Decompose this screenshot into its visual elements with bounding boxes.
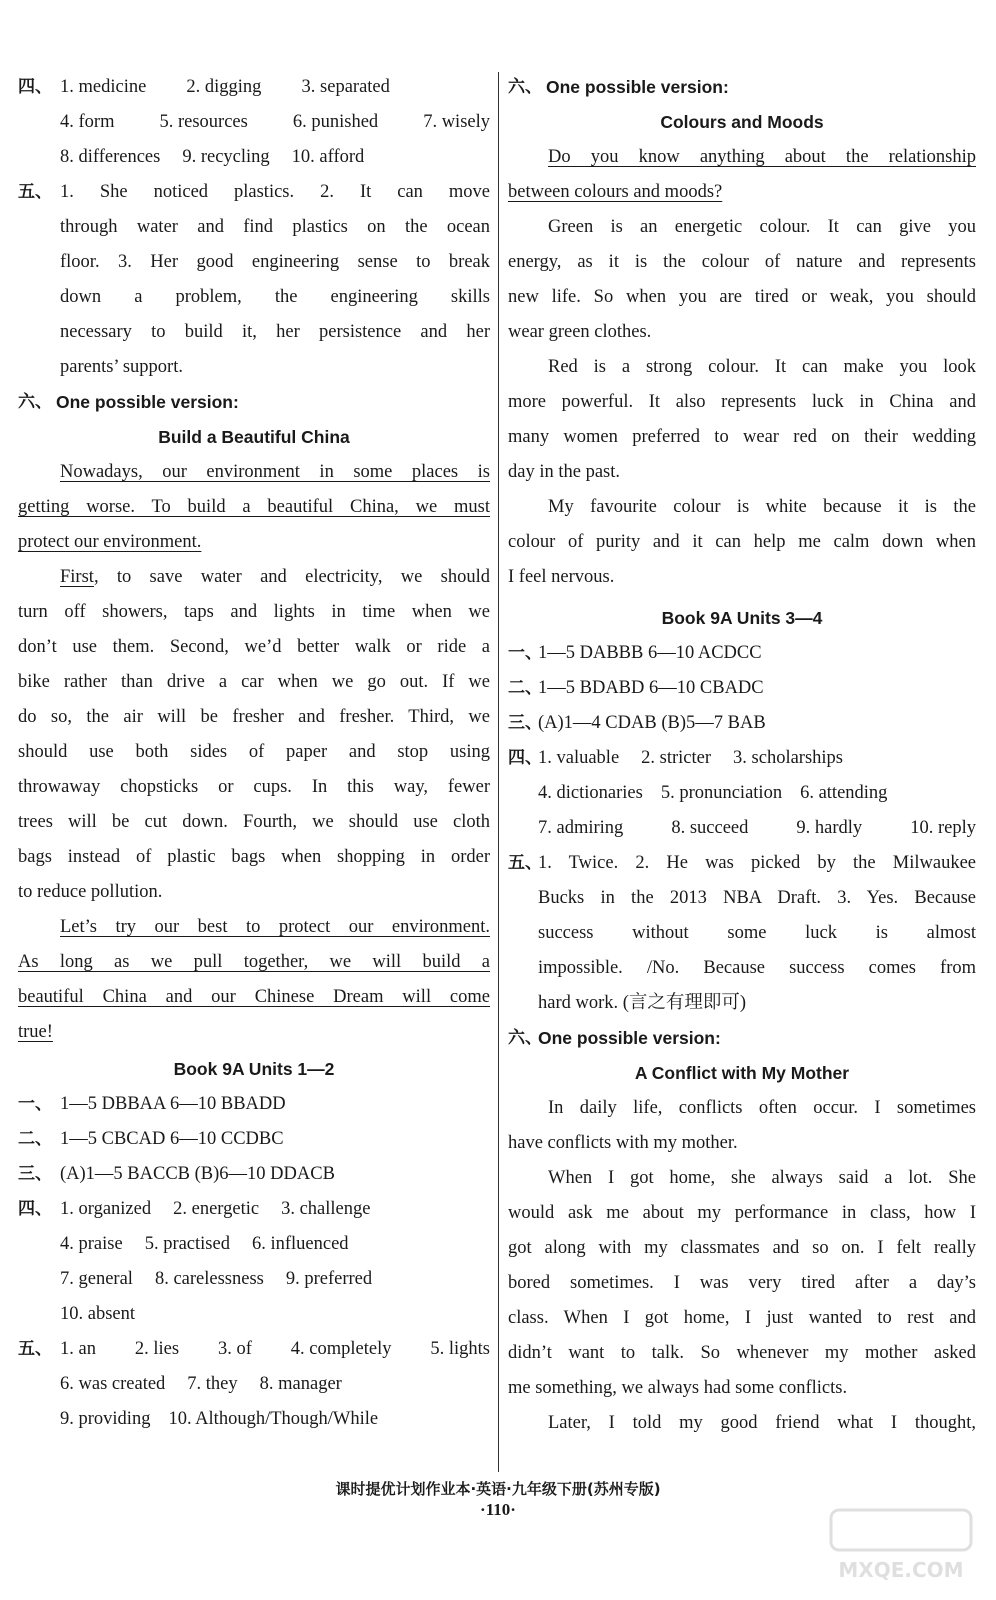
text-line: Later, I told my good friend what I thought, <box>548 1413 976 1433</box>
text-line: trees will be cut down. Fourth, we should use cloth <box>18 812 490 832</box>
section-label: 六、 <box>18 392 52 412</box>
text-line: Bucks in the 2013 NBA Draft. 3. Yes. Because <box>538 888 976 908</box>
answer-text: 1—5 CBCAD 6—10 CCDBC <box>60 1129 284 1149</box>
section-label: 四、 <box>18 1199 52 1219</box>
section-label: 四、 <box>18 77 52 97</box>
answer: 5. pronunciation <box>660 783 783 803</box>
answer: 8. carelessness <box>154 1269 264 1289</box>
text-line: would ask me about my performance in class, how I <box>508 1203 976 1223</box>
answer: 2. digging <box>186 77 262 97</box>
answer: 4. completely <box>290 1339 392 1359</box>
text-line: 1. She noticed plastics. 2. It can move <box>60 182 490 202</box>
text-line: should use both sides of paper and stop using <box>18 742 490 762</box>
answer-text: (A)1—5 BACCB (B)6—10 DDACB <box>60 1164 335 1184</box>
answer: 6. was created <box>60 1374 166 1394</box>
answer: 1. medicine <box>60 77 147 97</box>
section-4 <box>18 70 490 175</box>
answer: 2. lies <box>134 1339 180 1359</box>
section-heading: One possible version: <box>56 392 239 412</box>
answer: 7. they <box>187 1374 238 1394</box>
answer: 7. general <box>60 1269 133 1289</box>
text-line: throwaway chopsticks or cups. In this way, fewer <box>18 777 490 797</box>
answer: 7. admiring <box>538 818 624 838</box>
answer: 6. punished <box>292 112 379 132</box>
text-line: success without some luck is almost <box>538 923 976 943</box>
answer: 9. preferred <box>285 1269 373 1289</box>
unit-title: Book 9A Units 1—2 <box>173 1059 335 1079</box>
text-fragment: , to save water and electricity, we should <box>93 567 490 587</box>
answer: 1. valuable <box>538 748 620 768</box>
text-line: don’t use them. Second, we’d better walk or ride a <box>18 637 490 657</box>
section-label: 一、 <box>508 643 542 663</box>
answer: 10. Although/Though/While <box>168 1409 379 1429</box>
text-line: parents’ support. <box>60 357 183 377</box>
section-label: 二、 <box>508 678 542 698</box>
answer: 7. wisely <box>423 112 490 132</box>
text-line: impossible. /No. Because success comes from <box>538 958 976 978</box>
book-footer: 课时提优计划作业本·英语·九年级下册(苏州专版) <box>335 1480 661 1498</box>
essay-paragraph <box>18 455 490 490</box>
section-heading: One possible version: <box>546 77 729 97</box>
column-divider <box>498 72 499 1472</box>
answer: 5. practised <box>144 1234 230 1254</box>
watermark-text: MXQE.COM <box>838 1558 964 1582</box>
essay-title: A Conflict with My Mother <box>634 1063 850 1083</box>
section-5 <box>18 175 490 385</box>
text-line: floor. 3. Her good engineering sense to break <box>60 252 490 272</box>
text-line <box>18 560 490 595</box>
answer: 6. influenced <box>251 1234 349 1254</box>
answer-row <box>508 636 976 671</box>
section-label: 六、 <box>508 77 542 97</box>
answer: 4. dictionaries <box>538 783 643 803</box>
answer: 8. succeed <box>671 818 749 838</box>
answer: 1. organized <box>60 1199 152 1219</box>
section-label: 五、 <box>508 853 542 873</box>
answer: 3. of <box>217 1339 252 1359</box>
answer: 4. praise <box>60 1234 123 1254</box>
left-column <box>18 70 490 1437</box>
section-6-units34 <box>508 1021 976 1056</box>
answer-text: (A)1—4 CDAB (B)5—7 BAB <box>538 713 766 733</box>
answer-text: 1—5 BDABD 6—10 CBADC <box>538 678 764 698</box>
text-line: have conflicts with my mother. <box>508 1133 738 1153</box>
answer: 8. differences <box>60 147 161 167</box>
text-line: Red is a strong colour. It can make you look <box>548 357 976 377</box>
unit-title: Book 9A Units 3—4 <box>661 608 823 628</box>
text-line: down a problem, the engineering skills <box>60 287 490 307</box>
page-number: ·110· <box>480 1500 516 1519</box>
answer: 9. hardly <box>796 818 863 838</box>
right-column <box>508 70 976 1441</box>
text-line: true! <box>18 1022 53 1042</box>
section-label: 二、 <box>18 1129 52 1149</box>
answer: 2. energetic <box>173 1199 260 1219</box>
section-6-right <box>508 70 976 105</box>
watermark-logo-icon <box>826 1505 976 1585</box>
section-label: 三、 <box>508 713 542 733</box>
section-label: 一、 <box>18 1094 52 1114</box>
answer: 8. manager <box>259 1374 342 1394</box>
text-line: through water and find plastics on the ocean <box>60 217 490 237</box>
answer: 10. afford <box>291 147 365 167</box>
answer: 2. stricter <box>641 748 712 768</box>
text-line: necessary to build it, her persistence and her <box>60 322 490 342</box>
text-line: protect our environment. <box>18 532 202 552</box>
section-label: 六、 <box>508 1028 542 1048</box>
answer: 5. lights <box>430 1339 490 1359</box>
answer: 3. scholarships <box>733 748 844 768</box>
text-line: colour of purity and it can help me calm down when <box>508 532 976 552</box>
answer-row <box>508 671 976 706</box>
text-line: didn’t want to talk. So whenever my mother asked <box>508 1343 976 1363</box>
text-line-wrap <box>508 140 976 175</box>
text-line: day in the past. <box>508 462 621 482</box>
answer: 9. providing <box>60 1409 151 1429</box>
text-line: Do you know anything about the relationship <box>548 147 976 167</box>
text-line: My favourite colour is white because it is the <box>548 497 976 517</box>
text-line: wear green clothes. <box>508 322 652 342</box>
text-line: As long as we pull together, we will build a <box>18 952 490 972</box>
answer: 4. form <box>60 112 115 132</box>
section-label: 四、 <box>508 748 542 768</box>
text-line: getting worse. To build a beautiful China, we must <box>18 497 490 517</box>
section-4-units34 <box>508 741 976 846</box>
text-line: Nowadays, our environment in some places is <box>60 462 490 482</box>
section-label: 五、 <box>18 182 52 202</box>
answer: 10. absent <box>60 1304 136 1324</box>
answer: 3. separated <box>301 77 390 97</box>
text-line: new life. So when you are tired or weak, you should <box>508 287 976 307</box>
answer: 5. resources <box>159 112 248 132</box>
text-line: energy, as it is the colour of nature and represents <box>508 252 976 272</box>
essay-title: Colours and Moods <box>660 112 824 132</box>
answer: 3. challenge <box>281 1199 371 1219</box>
answer-row <box>18 1157 490 1192</box>
text-line: hard work. (言之有理即可) <box>538 993 747 1013</box>
text-line: I feel nervous. <box>508 567 615 587</box>
text-line-wrap <box>18 910 490 945</box>
section-5-units34 <box>508 846 976 1021</box>
text-line: many women preferred to wear red on their wedding <box>508 427 976 447</box>
answer: 9. recycling <box>182 147 270 167</box>
text-line: got along with my classmates and so on. I felt really <box>508 1238 976 1258</box>
text-line: more powerful. It also represents luck in China and <box>508 392 976 412</box>
answer-text: 1—5 DBBAA 6—10 BBADD <box>60 1094 286 1114</box>
answer-row <box>508 706 976 741</box>
text-line: bags instead of plastic bags when shopping in order <box>18 847 490 867</box>
answer-text: 1—5 DABBB 6—10 ACDCC <box>538 643 762 663</box>
answer-row <box>18 1122 490 1157</box>
text-line: class. When I got home, I just wanted to rest and <box>508 1308 976 1328</box>
text-line: In daily life, conflicts often occur. I sometimes <box>548 1098 976 1118</box>
text-line: When I got home, she always said a lot. She <box>548 1168 976 1188</box>
answer: 1. an <box>60 1339 96 1359</box>
text-line: beautiful China and our Chinese Dream will come <box>18 987 490 1007</box>
underlined-word: First <box>60 567 94 587</box>
text-line: me something, we always had some conflicts. <box>508 1378 848 1398</box>
essay-title: Build a Beautiful China <box>158 427 350 447</box>
text-line: bike rather than drive a car when we go out. If we <box>18 672 490 692</box>
section-5-units12 <box>18 1332 490 1437</box>
section-label: 三、 <box>18 1164 52 1184</box>
text-line: Let’s try our best to protect our environment. <box>60 917 490 937</box>
text-line: bored sometimes. I was very tired after a day’s <box>508 1273 976 1293</box>
text-line: 1. Twice. 2. He was picked by the Milwaukee <box>538 853 976 873</box>
text-line: Green is an energetic colour. It can give you <box>548 217 976 237</box>
text-line: to reduce pollution. <box>18 882 163 902</box>
text-line: turn off showers, taps and lights in time when we <box>18 602 490 622</box>
section-4-units12 <box>18 1192 490 1332</box>
answer: 10. reply <box>910 818 976 838</box>
text-line: between colours and moods? <box>508 182 723 202</box>
text-line: do so, the air will be fresher and fresher. Third, we <box>18 707 490 727</box>
answer: 6. attending <box>800 783 888 803</box>
section-heading: One possible version: <box>538 1028 721 1048</box>
section-label: 五、 <box>18 1339 52 1359</box>
section-6 <box>18 385 490 420</box>
answer-row <box>18 1087 490 1122</box>
